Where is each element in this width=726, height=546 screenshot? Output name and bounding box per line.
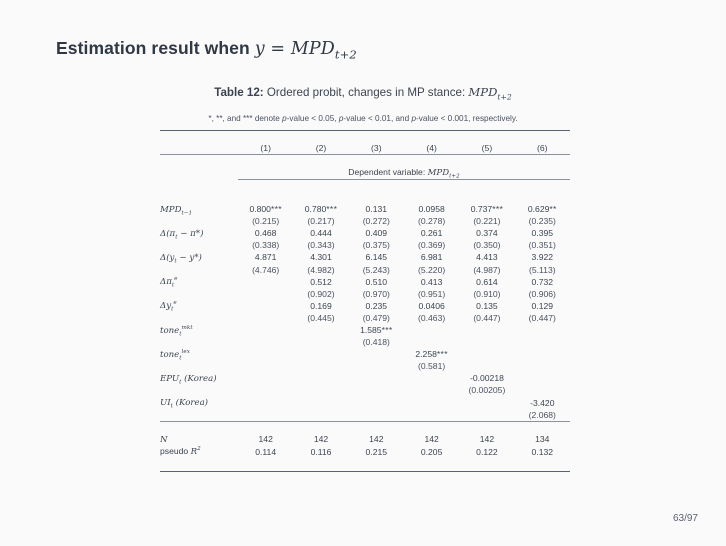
coef-cell: -3.420 [530,397,555,408]
se-cell: (0.215) [252,216,280,227]
row-label-se-blank [160,265,238,277]
column-header-4: (4) [426,142,437,153]
coef-cell: 6.145 [365,252,388,263]
dependent-variable-sub: t+2 [449,173,460,180]
se-cell [459,361,514,373]
row-label-sub: t [171,307,174,314]
se-cell [404,385,459,397]
column-header-1: (1) [260,142,271,153]
coef-cell: 0.129 [531,300,554,311]
row-label-plain: − y*) [176,252,202,263]
row-label-sub: t [170,403,173,410]
coef-cell [349,397,404,410]
se-cell [404,337,459,349]
se-cell: (0.951) [418,288,446,299]
table-row-se [160,313,570,325]
footnote-p-1: p [282,114,287,123]
row-label-sub: t [175,234,178,241]
coefficient-rows-body [160,204,570,422]
dependent-variable-math: MPD [427,167,450,178]
table-row [160,373,570,386]
summary-value-cell: 142 [258,434,273,445]
row-label-sup: e [173,300,177,307]
row-label-math: Δ(y [160,252,175,263]
page-title-math-y: y [254,39,265,59]
summary-row [160,434,570,447]
table-row [160,325,570,338]
summary-value-cell: 142 [313,434,329,445]
rule-span-blank [160,180,238,192]
row-label-se-blank [160,216,238,228]
column-header-3: (3) [371,142,382,153]
row-label [160,276,238,289]
se-cell: (0.447) [528,312,556,323]
row-label-sub: t [171,282,175,289]
row-label [160,228,238,241]
se-cell [293,337,348,349]
footnote-part-2: -value < 0.05, [286,114,339,123]
row-label-plain: (Korea) [172,398,209,409]
footnote-part-3: -value < 0.01, and [343,114,412,123]
column-header-blank [160,143,238,155]
coef-cell [515,349,570,362]
coef-cell [238,300,293,313]
se-cell [459,410,514,422]
coef-cell: -0.00218 [469,373,504,384]
summary-value-cell: 0.205 [420,446,443,457]
row-label-se-blank [160,385,238,397]
se-cell [515,361,570,373]
se-cell: (2.068) [528,409,556,420]
row-label-sub: t [179,379,182,386]
table-row [160,397,570,410]
row-label-math: UI [160,398,171,409]
table-row [160,204,570,217]
coef-cell: 0.0958 [418,204,445,215]
table-gap-row [160,192,570,204]
coef-cell [459,397,514,410]
coef-cell [238,373,293,386]
table-row [160,252,570,265]
se-cell: (0.463) [418,312,446,323]
coef-cell: 0.444 [310,228,332,239]
coef-cell: 0.374 [476,228,498,239]
summary-label-math2: R [190,447,198,458]
table-footnote [0,114,726,123]
se-cell: (0.217) [307,216,335,227]
row-label-math: tone [160,349,180,360]
se-cell [293,361,348,373]
row-label-se-blank [160,313,238,325]
column-header-6: (6) [537,142,548,153]
se-cell: (5.113) [529,264,556,275]
se-cell: (0.235) [528,216,556,227]
se-cell [293,410,348,422]
significance-stars: *** [381,325,393,335]
se-cell [349,361,404,373]
table-column-header-row [160,143,570,155]
page-title-text: Estimation result when [56,38,255,58]
coef-cell: 0.413 [420,276,443,287]
row-label [160,204,238,217]
significance-stars: *** [492,204,504,215]
se-cell: (5.220) [418,264,446,275]
se-cell: (0.445) [307,312,335,323]
bottom-rule-body [160,459,570,471]
table-row-se [160,240,570,252]
coef-cell: 0.261 [420,228,443,239]
se-cell: (0.902) [307,288,335,299]
coef-cell: 4.871 [254,252,277,263]
row-label-sup: lex [181,348,190,355]
coef-cell [349,349,404,362]
summary-body [160,422,570,434]
dependent-variable-blank [160,167,238,180]
coef-cell [293,325,348,338]
table-caption [0,85,726,102]
row-label-se-blank [160,337,238,349]
se-cell: (0.581) [418,361,446,372]
dependent-variable-cell [238,167,570,180]
se-cell [293,385,348,397]
coef-cell: 0.169 [310,300,332,311]
row-label-sub: t [179,355,182,362]
page-number: 63/97 [672,513,698,524]
coef-cell [293,397,348,410]
summary-value-cell: 134 [535,434,550,445]
coef-cell: 0.732 [531,276,554,287]
coef-cell [515,373,570,386]
row-label-plain: − π*) [177,228,204,239]
rule-summary-cell [160,422,570,434]
coef-cell: 0.0406 [418,300,445,311]
coef-cell: 4.301 [310,252,332,263]
coef-cell [238,325,293,338]
se-cell [238,313,293,325]
significance-stars: *** [436,349,448,360]
row-label-se-blank [160,240,238,252]
se-cell: (0.343) [307,240,335,251]
dependent-variable-label: Dependent variable: [348,166,428,177]
significance-stars: *** [270,204,282,215]
coef-cell [238,397,293,410]
coef-cell: 0.468 [254,228,277,239]
se-cell: (4.982) [307,264,335,275]
table-rule-under-depvar [160,180,570,192]
summary-value-cell: 0.116 [310,446,332,457]
coef-cell: 0.800*** [249,204,282,215]
se-cell: (0.418) [362,337,390,348]
coef-cell [459,325,514,338]
se-cell: (0.351) [528,240,556,251]
coef-cell: 0.510 [365,276,388,287]
se-cell [349,410,404,422]
page-title-math-var: MPD [290,39,335,59]
table-row [160,349,570,362]
regression-table-container [160,130,570,472]
coef-cell [349,373,404,386]
se-cell: (0.278) [418,216,446,227]
se-cell: (0.910) [473,288,501,299]
coef-cell [293,373,348,386]
table-row [160,228,570,241]
row-label [160,373,238,386]
coef-cell [293,349,348,362]
column-header-2: (2) [315,142,327,153]
summary-label [160,446,238,459]
coef-cell [459,349,514,362]
summary-label-sup: 2 [197,446,201,453]
rule-bottom-cell [160,459,570,471]
page-title-math-sub: t+2 [334,47,357,62]
table-caption-text: Ordered probit, changes in MP stance: [263,86,469,99]
table-row-se [160,337,570,349]
se-cell: (4.746) [252,264,280,275]
se-cell: (5.243) [362,264,390,275]
summary-label [160,434,238,447]
row-label-math: MPD [160,204,182,215]
se-cell: (0.479) [362,312,390,323]
coef-cell [404,397,459,410]
dependent-variable-row [160,167,570,180]
footnote-part-4: -value < 0.001, respectively. [416,114,518,123]
se-cell: (0.369) [418,240,446,251]
table-caption-math-sub: t+2 [497,92,512,102]
coef-cell: 0.629** [527,204,557,215]
coef-cell: 0.409 [365,228,388,239]
row-label-sub: t−1 [181,210,193,217]
summary-label-plain: pseudo [160,446,191,457]
table-caption-math: MPD [468,85,498,99]
summary-value-cell: 0.132 [531,446,554,457]
table-row-se [160,385,570,397]
coef-cell: 0.737*** [470,204,504,215]
row-label-math: EPU [160,373,180,384]
table-row [160,300,570,313]
coef-cell: 2.258*** [415,349,448,360]
table-row-se [160,216,570,228]
coef-cell: 0.135 [476,300,498,311]
row-label [160,325,238,338]
rule-mid-cell [160,155,570,167]
regression-table-body [160,131,570,204]
row-label [160,252,238,265]
table-rule-bottom [160,459,570,471]
se-cell [404,410,459,422]
summary-rows-body [160,434,570,459]
se-cell: (0.350) [473,240,501,251]
coef-cell: 3.922 [531,252,554,263]
se-cell: (0.272) [362,216,390,227]
regression-table [160,130,570,472]
column-header-5: (5) [481,142,493,153]
se-cell [515,337,570,349]
table-rule-top [160,131,570,143]
table-row-se [160,361,570,373]
se-cell: (0.221) [473,216,501,227]
summary-row [160,446,570,459]
coef-cell: 1.585*** [360,325,393,335]
table-caption-label: Table 12: [214,86,264,99]
row-label-sub: t [174,258,177,265]
se-cell: (0.375) [362,240,390,251]
significance-stars: *** [326,204,338,215]
significance-stars: ** [549,204,557,215]
se-cell [349,385,404,397]
gap-cell [160,192,570,204]
se-cell: (0.447) [473,312,501,323]
se-cell [238,385,293,397]
row-label-sub: t [179,331,182,338]
se-cell [238,410,293,422]
summary-value-cell: 142 [369,434,384,445]
coef-cell: 0.395 [531,228,554,239]
se-cell: (0.00205) [468,385,506,396]
summary-value-cell: 142 [479,434,495,445]
table-rule-above-summary [160,422,570,434]
coef-cell [515,325,570,338]
row-label-se-blank [160,289,238,301]
table-rule-under-colheads [160,155,570,167]
table-row-se [160,289,570,301]
se-cell [238,289,293,301]
coef-cell: 0.780*** [304,204,338,215]
footnote-p-2: p [338,114,344,123]
se-cell [238,361,293,373]
summary-value-cell: 0.215 [365,446,388,457]
row-label-se-blank [160,361,238,373]
page-title-math-eq: = [264,39,291,59]
row-label-se-blank [160,410,238,422]
footnote-p-3: p [411,114,417,123]
coef-cell: 0.614 [476,276,498,287]
se-cell: (4.987) [473,264,501,275]
coef-cell: 0.235 [365,300,388,311]
table-row-se [160,410,570,422]
row-label-math: tone [160,325,180,336]
se-cell [515,385,570,397]
table-row-se [160,265,570,277]
summary-value-cell: 0.114 [255,446,277,457]
page-title [56,38,357,62]
se-cell: (0.906) [528,288,556,299]
coef-cell [404,373,459,386]
row-label-plain: (Korea) [181,373,217,384]
row-label-sup: mkt [181,324,193,331]
coef-cell: 6.981 [420,252,443,263]
coef-cell: 4.413 [476,252,498,263]
row-label [160,300,238,313]
coef-cell [238,276,293,289]
summary-value-cell: 142 [424,434,439,445]
se-cell: (0.338) [252,240,280,251]
coef-cell [404,325,459,338]
row-label [160,397,238,410]
se-cell [238,337,293,349]
rule-top-cell [160,131,570,143]
coef-cell: 0.131 [365,204,388,215]
row-label-math: Δ(π [160,228,176,239]
row-label-math: Δπ [160,277,172,288]
table-row [160,276,570,289]
rule-span-cell [238,180,570,192]
footnote-part-1: *, **, and *** denote [208,114,283,123]
row-label-math: Δy [160,301,172,312]
summary-label-math: N [160,434,168,445]
row-label-sup: e [174,276,178,283]
summary-value-cell: 0.122 [476,446,498,457]
row-label [160,349,238,362]
se-cell: (0.970) [362,288,390,299]
coef-cell [238,349,293,362]
coef-cell: 0.512 [310,276,332,287]
se-cell [459,337,514,349]
